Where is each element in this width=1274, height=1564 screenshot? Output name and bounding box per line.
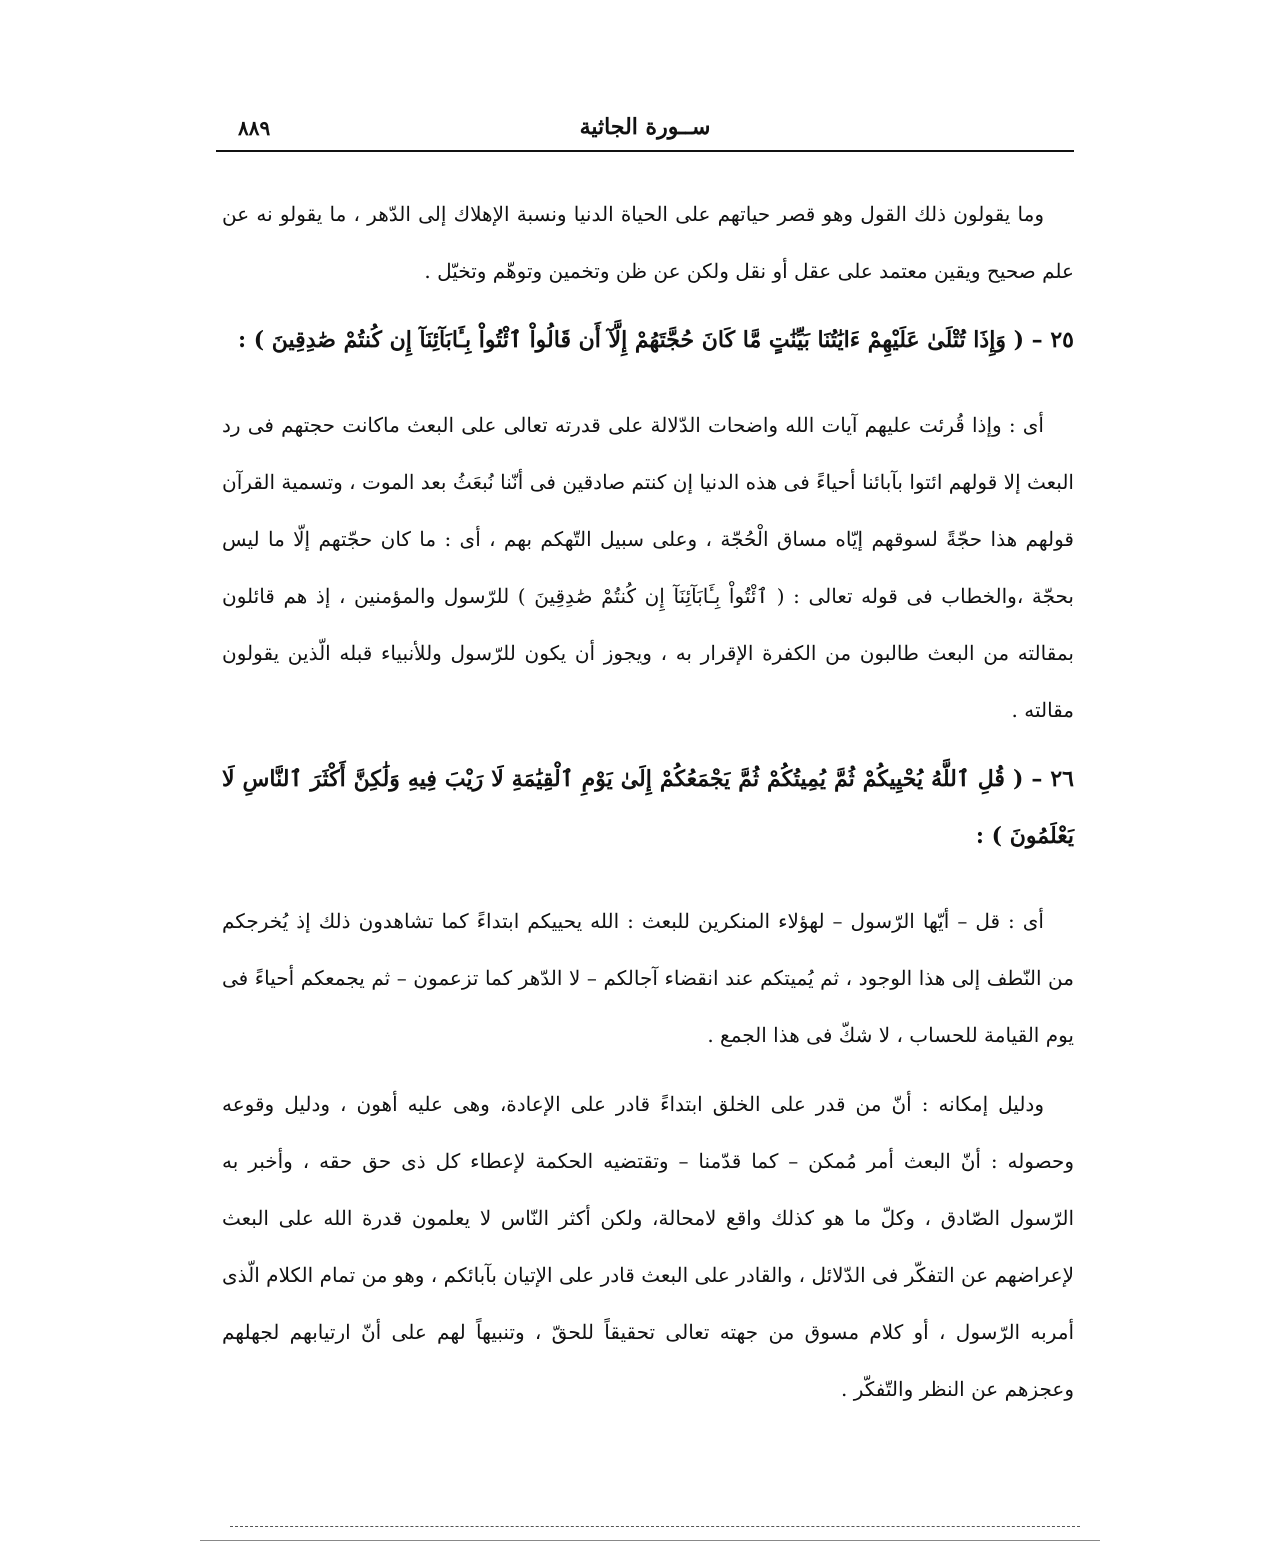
page-header — [216, 110, 1074, 152]
page-number: ٨٨٩ — [238, 116, 271, 140]
header-divider — [216, 150, 1074, 152]
bottom-divider-secondary — [200, 1540, 1100, 1541]
bottom-divider — [230, 1526, 1080, 1527]
verse-25 — [222, 312, 1074, 369]
intro-paragraph: وما يقولون ذلك القول وهو قصر حياتهم على الحياة الدنيا ونسبة الإهلاك إلى الدّهر ، ما يقولو نه عن علم صحيح ويقين معتمد على عقل أو نقل ولكن عن ظن وتخمين وتوهّم وتخيّل . — [222, 202, 1074, 283]
surah-title: ســورة الجاثية — [579, 114, 711, 140]
verse-text: – ( وَإِذَا تُتْلَىٰ عَلَيْهِمْ ءَايَٰتُنَا بَيِّنَٰتٍ مَّا كَانَ حُجَّتَهُمْ إِلَّآ أَن قَالُواْ ٱئْتُواْ بِـَٔابَآئِنَآ إِن كُنتُمْ صَٰدِقِينَ ) : — [237, 327, 1043, 353]
verse-text: – ( قُلِ ٱللَّهُ يُحْيِيكُمْ ثُمَّ يُمِيتُكُمْ ثُمَّ يَجْمَعُكُمْ إِلَىٰ يَوْمِ ٱلْقِيَٰمَةِ لَا رَيْبَ فِيهِ وَلَٰكِنَّ أَكْثَرَ ٱلنَّاسِ لَا يَعْلَمُونَ ) : — [222, 766, 1074, 849]
closing-paragraph: ودليل إمكانه : أنّ من قدر على الخلق ابتداءً قادر على الإعادة، وهى عليه أهون ، ودليل وقوعه وحصوله : أنّ البعث أمر مُمكن – كما قدّمنا – وتقتضيه الحكمة لإعطاء كل ذى حق حقه ، وأخبر به الرّسول الصّادق ، وكلّ ما هو كذلك واقع لامحالة، ولكن أكثر النّاس لا يعلمون قدرة الله على البعث لإعراضهم عن التفكّر فى الدّلائل ، والقادر على البعث قادر على الإتيان بآبائكم ، وهو من تمام الكلام الّذى أمربه الرّسول ، أو كلام مسوق من جهته تعالى تحقيقاً للحقّ ، وتنبيهاً لهم على أنّ ارتيابهم لجهلهم وعجزهم عن النظر والتّفكّر . — [222, 1092, 1074, 1401]
verse-number: ٢٥ — [1050, 327, 1074, 353]
verse-26 — [222, 751, 1074, 865]
page-body — [222, 186, 1074, 1430]
commentary-26: أى : قل – أيّها الرّسول – لهؤلاء المنكرين للبعث : الله يحييكم ابتداءً كما تشاهدون ذلك إذ يُخرجكم من النّطف إلى هذا الوجود ، ثم يُميتكم عند انقضاء آجالكم – لا الدّهر كما تزعمون – ثم يجمعكم أحياءً فى يوم القيامة للحساب ، لا شكّ فى هذا الجمع . — [222, 909, 1074, 1047]
commentary-25: أى : وإذا قُرئت عليهم آيات الله واضحات الدّلالة على قدرته تعالى على البعث ماكانت حجتهم فى رد البعث إلا قولهم ائتوا بآبائنا أحياءً فى هذه الدنيا إن كنتم صادقين فى أنّنا نُبعَثُ بعد الموت ، وتسمية القرآن قولهم هذا حجّةً لسوقهم إيّاه مساق الْحُجّة ، وعلى سبيل التّهكم بهم ، أى : ما كان حجّتهم إلّا ما ليس بحجّة ،والخطاب فى قوله تعالى : ( ٱئْتُواْ بِـَٔابَآئِنَآ إِن كُنتُمْ صَٰدِقِينَ ) للرّسول والمؤمنين ، إذ هم قائلون بمقالته من البعث طالبون من الكفرة الإقرار به ، ويجوز أن يكون للرّسول وللأنبياء قبله الّذين يقولون مقالته . — [222, 413, 1074, 722]
verse-number: ٢٦ — [1050, 766, 1074, 792]
